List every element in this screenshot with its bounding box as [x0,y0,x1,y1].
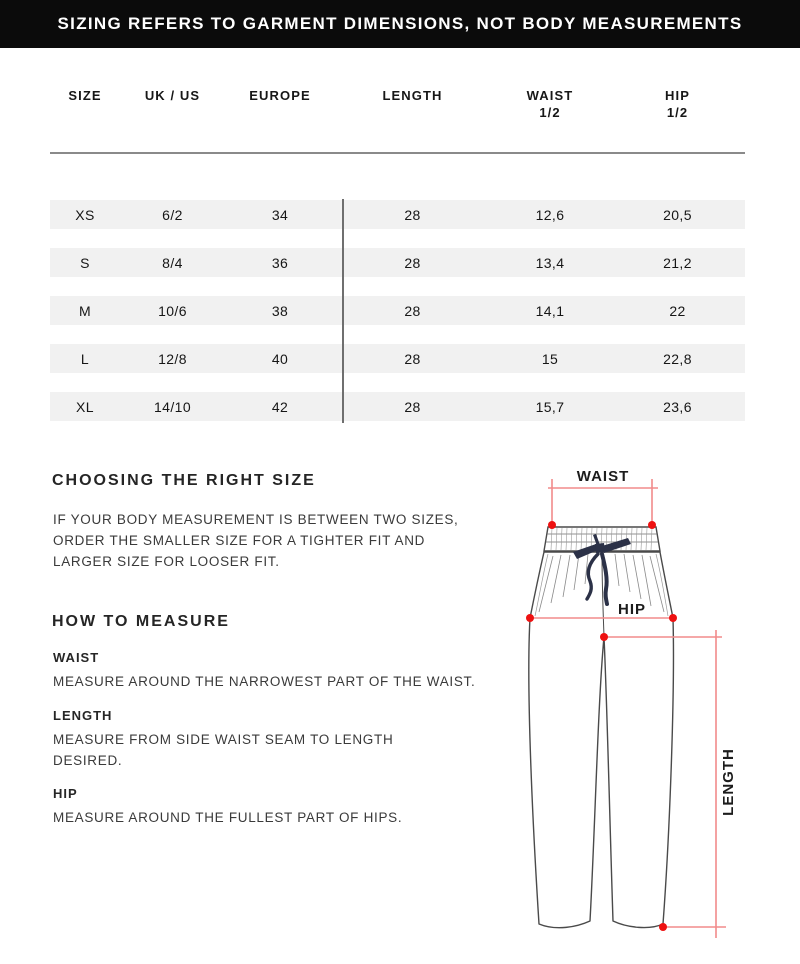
cell: 12,6 [535,206,565,223]
pants-body-outline [529,552,674,928]
cell: 28 [404,254,421,271]
paragraph-line: ORDER THE SMALLER SIZE FOR A TIGHTER FIT AND [53,533,426,548]
cell: 28 [404,206,421,223]
table-row-xl [50,392,745,421]
choosing-size-paragraph [53,509,459,572]
waist-extension-ticks [552,479,652,523]
disclaimer-text: SIZING REFERS TO GARMENT DIMENSIONS, NOT BODY MEASUREMENTS [57,14,743,33]
cell: XL [76,398,94,415]
table-row-l [50,344,745,373]
measure-waist-label: WAIST [53,650,100,665]
table-row-m [50,296,745,325]
cell: 21,2 [663,254,692,271]
hem-dot [659,923,667,931]
diagram-length-label: LENGTH [720,748,737,816]
cell: L [80,350,90,367]
choosing-size-heading: CHOOSING THE RIGHT SIZE [52,472,316,489]
cell: 8/4 [162,254,183,271]
table-column-divider [342,199,344,423]
how-to-measure-heading: HOW TO MEASURE [52,613,230,630]
cell: 28 [404,398,421,415]
measure-hip-label: HIP [53,786,78,801]
cell: 40 [271,350,289,367]
cell: 36 [271,254,289,271]
hip-left-dot [526,614,534,622]
paragraph-line: MEASURE AROUND THE FULLEST PART OF HIPS. [53,810,403,825]
paragraph-line: MEASURE FROM SIDE WAIST SEAM TO LENGTH [53,732,394,747]
column-header-europe: EUROPE [249,88,311,103]
pants-measurement-diagram [450,440,780,964]
column-header-length: LENGTH [382,88,443,103]
paragraph-line: MEASURE AROUND THE NARROWEST PART OF THE WAIST. [53,674,476,689]
disclaimer-banner [0,0,800,48]
cell: XS [75,206,95,223]
column-header-ukus: UK / US [144,88,201,103]
cell: 12/8 [158,350,187,367]
paragraph-line: LARGER SIZE FOR LOOSER FIT. [53,554,280,569]
size-table-header [50,88,745,122]
cell: 15,7 [535,398,565,415]
paragraph-line: IF YOUR BODY MEASUREMENT IS BETWEEN TWO SIZES, [53,512,459,527]
cell: M [78,302,92,319]
crotch-dot [600,633,608,641]
measure-length-text [53,729,393,771]
cell: 28 [404,350,421,367]
cell: 28 [404,302,421,319]
table-header-rule [50,152,745,154]
cell: 15 [541,350,559,367]
measure-length-label: LENGTH [53,708,113,723]
column-header-size: SIZE [68,88,102,103]
column-header-waist: WAIST 1/2 [526,88,574,120]
cell: 14,1 [535,302,565,319]
column-header-hip: HIP 1/2 [665,88,690,120]
diagram-hip-label: HIP [617,601,647,618]
cell: 13,4 [535,254,565,271]
waist-right-dot [648,521,656,529]
table-row-xs [50,200,745,229]
cell: 38 [271,302,289,319]
cell: 23,6 [663,398,692,415]
pants-illustration [529,527,674,928]
table-row-s [50,248,745,277]
cell: 20,5 [663,206,692,223]
cell: 42 [271,398,289,415]
size-table-body [50,200,745,440]
measure-waist-text [53,671,475,692]
measure-hip-text [53,807,402,828]
diagram-waist-label: WAIST [576,468,630,485]
waist-left-dot [548,521,556,529]
cell: 34 [271,206,289,223]
cell: 6/2 [162,206,183,223]
paragraph-line: DESIRED. [53,753,123,768]
cell: 14/10 [153,398,192,415]
hip-right-dot [669,614,677,622]
cell: 10/6 [158,302,187,319]
cell: S [80,254,90,271]
cell: 22,8 [663,350,692,367]
cell: 22 [669,302,686,319]
